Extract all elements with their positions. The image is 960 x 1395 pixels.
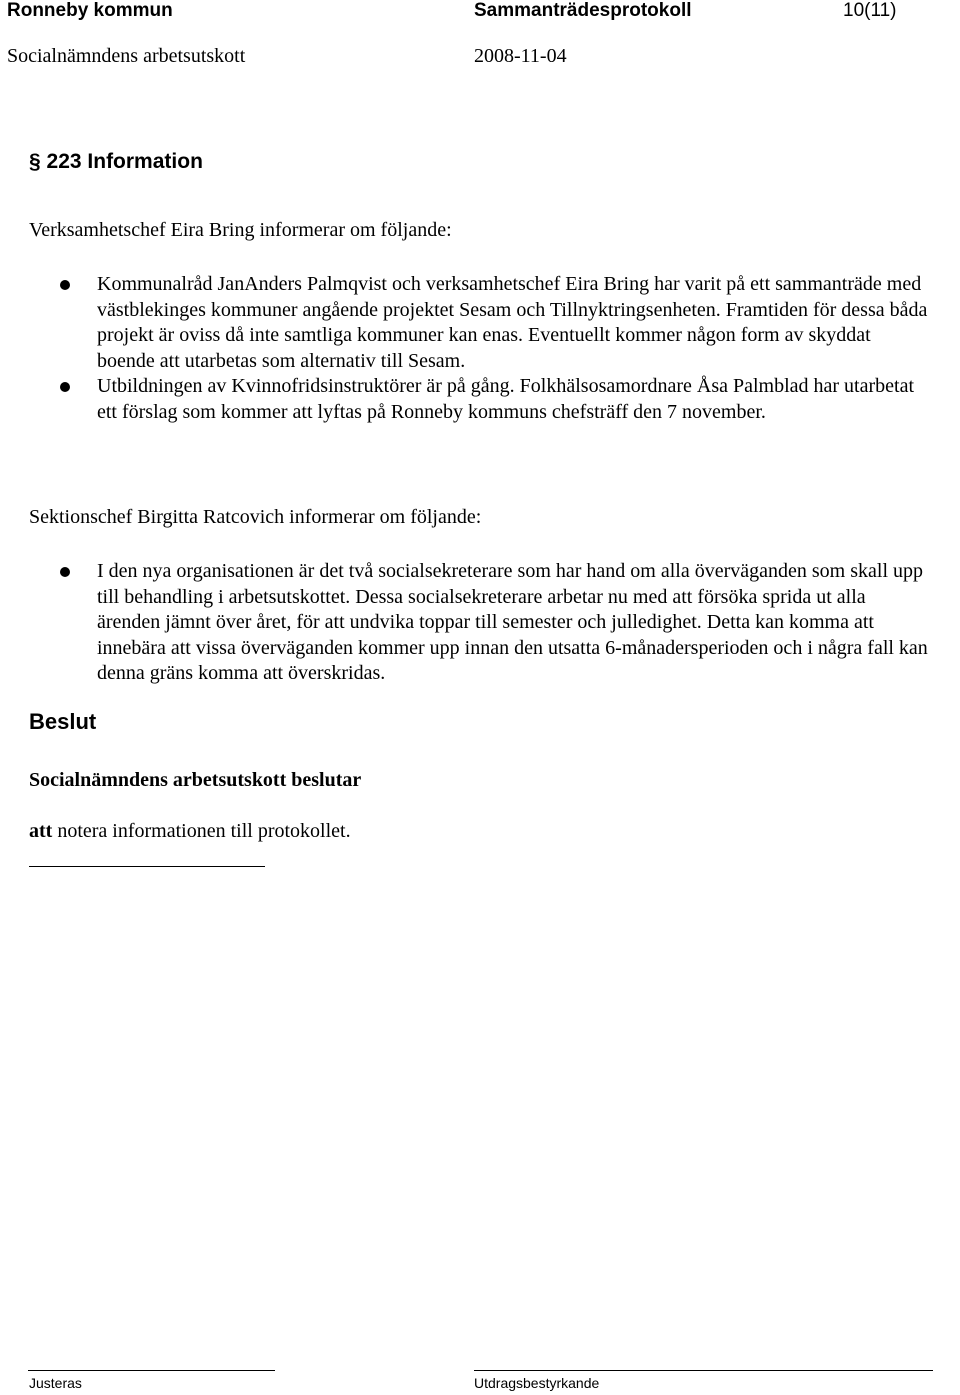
att-word: att — [29, 820, 53, 842]
decision-heading: Beslut — [29, 709, 97, 734]
list-item-text: I den nya organisationen är det två socialsekreterare som har hand om alla överväganden som skall upp till behandling i arbetsutskottet. Dessa socialsekreterare arbetar nu med att försöka sprida ut alla ärenden jämnt över året, för att undvika toppar till semester och julledighet. Detta kan komma att innebära att vissa överväganden kommer upp innan den utsatta 6-månadersperioden och i några fall kan denna gräns komma att överskridas. — [97, 560, 928, 685]
decision-text — [29, 818, 351, 844]
list-item — [97, 272, 932, 374]
intro-paragraph-2: Sektionschef Birgitta Ratcovich informerar om följande: — [29, 506, 482, 528]
organization-name: Ronneby kommun — [7, 0, 173, 21]
bullet-icon — [60, 280, 70, 290]
divider — [29, 866, 265, 867]
list-item — [97, 559, 932, 687]
bullet-icon — [60, 382, 70, 392]
footer-utdragsbestyrkande: Utdragsbestyrkande — [474, 1375, 600, 1391]
list-item-text: Utbildningen av Kvinnofridsinstruktörer är på gång. Folkhälsosamordnare Åsa Palmblad har utarbetat ett förslag som kommer att lyftas på Ronneby kommuns chefsträff den 7 november. — [97, 375, 915, 423]
section-title: 223 Information — [46, 150, 203, 173]
meeting-date: 2008-11-04 — [474, 45, 567, 67]
signature-line-justeras — [28, 1370, 275, 1371]
list-item — [97, 374, 932, 425]
intro-paragraph-1: Verksamhetschef Eira Bring informerar om följande: — [29, 219, 452, 241]
page-number: 10(11) — [843, 0, 897, 21]
footer-justeras: Justeras — [29, 1375, 82, 1391]
info-list-2 — [97, 559, 932, 687]
paragraph-sign: § — [29, 150, 41, 173]
list-item-text: Kommunalråd JanAnders Palmqvist och verksamhetschef Eira Bring har varit på ett sammanträde med västblekinges kommuner angående projektet Sesam och Tillnyktringsenheten. Framtiden för dessa båda projekt är oviss då inte samtliga kommuner kan enas. Eventuellt kommer någon form av skyddat boende att utarbetas som alternativ till Sesam. — [97, 273, 928, 372]
decision-body: Socialnämndens arbetsutskott beslutar — [29, 769, 362, 791]
signature-line-utdrag — [474, 1370, 933, 1371]
decision-text-rest: notera informationen till protokollet. — [52, 820, 351, 842]
info-list-1 — [97, 272, 932, 426]
section-heading — [29, 149, 203, 175]
committee-name: Socialnämndens arbetsutskott — [7, 45, 246, 67]
bullet-icon — [60, 567, 70, 577]
document-type: Sammanträdesprotokoll — [474, 0, 692, 21]
